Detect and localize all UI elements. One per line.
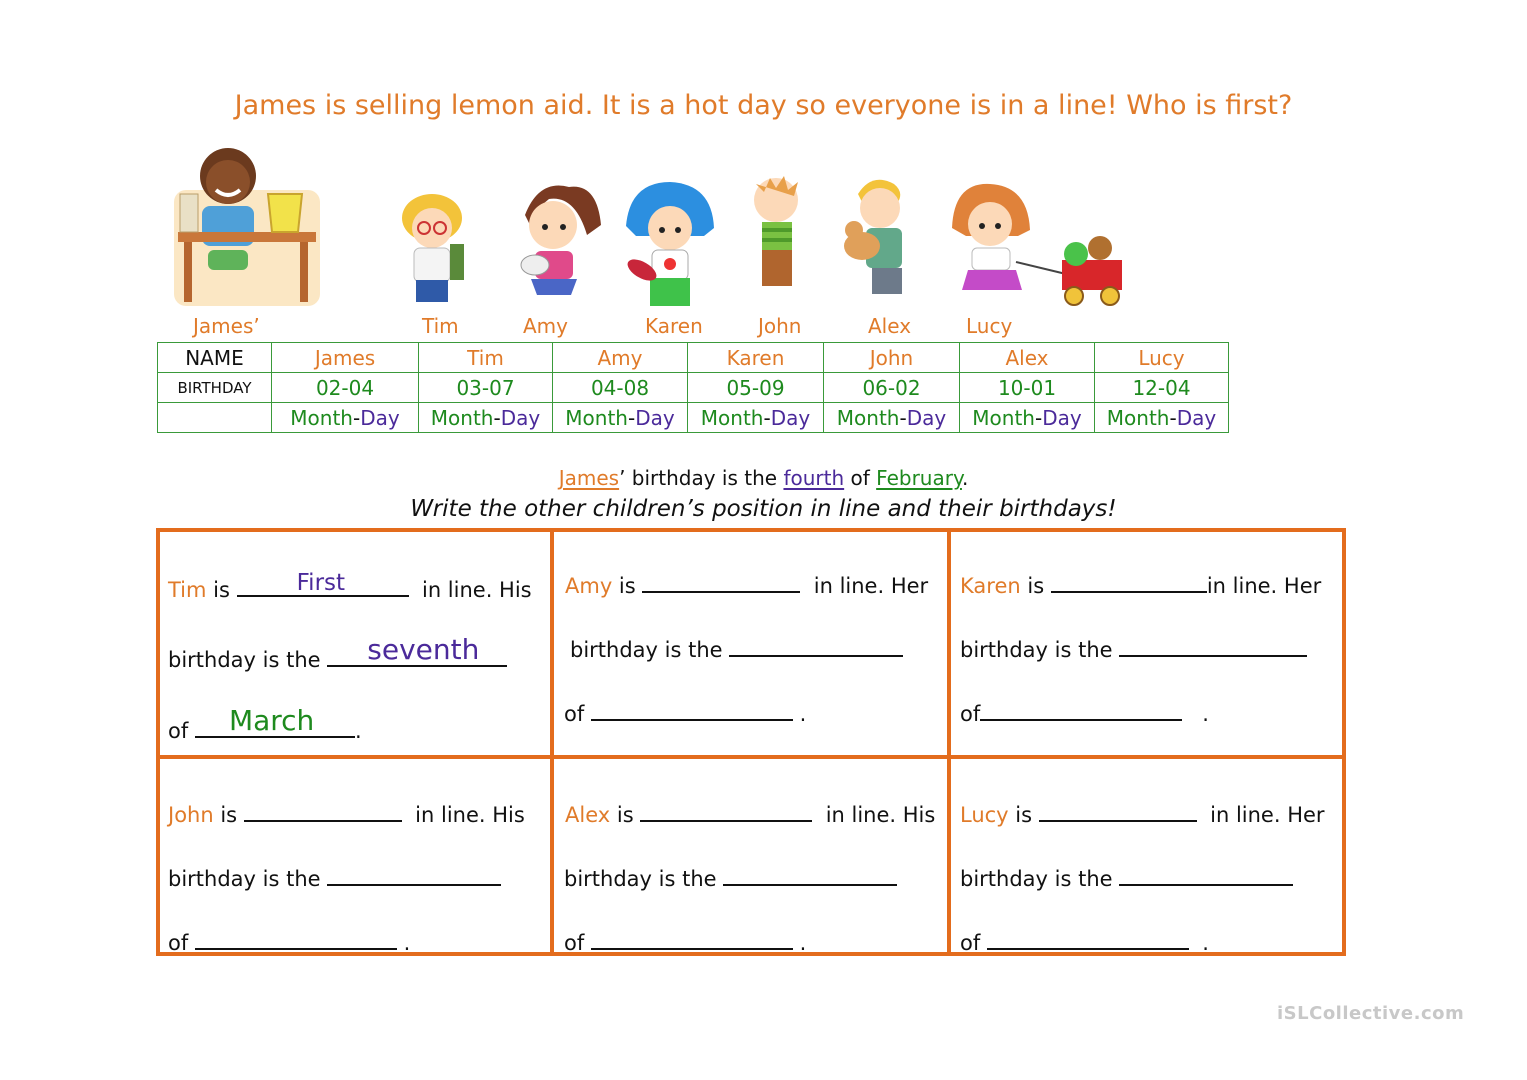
cell-text: is — [610, 803, 641, 827]
name-header: NAME — [158, 343, 272, 373]
table-row-dates — [158, 373, 1229, 403]
table-name-cell: Alex — [960, 343, 1095, 373]
caption-karen: Karen — [645, 314, 703, 338]
position-blank[interactable] — [244, 798, 402, 822]
month-blank[interactable] — [987, 926, 1189, 950]
filled-position: First — [296, 570, 346, 596]
month-blank[interactable] — [980, 697, 1182, 721]
table-name-cell: Tim — [419, 343, 553, 373]
position-blank[interactable] — [1051, 569, 1207, 593]
john-illustration — [736, 172, 816, 308]
grid-divider — [156, 755, 1346, 759]
cell-text: of — [168, 931, 189, 955]
amy-illustration — [505, 175, 607, 311]
position-blank[interactable] — [640, 798, 812, 822]
example-period: . — [961, 466, 969, 490]
filled-day: seventh — [367, 633, 480, 666]
cell-text: is — [612, 574, 643, 598]
cell-period: . — [799, 702, 807, 726]
cell-text: in line. Her — [813, 574, 929, 598]
cell-text: birthday is the — [570, 638, 723, 662]
example-name: James — [558, 466, 620, 490]
cell-name: Tim — [168, 578, 207, 602]
cell-text: in line. His — [421, 578, 532, 602]
table-name-cell: James — [272, 343, 419, 373]
table-name-cell: John — [824, 343, 960, 373]
example-sentence — [0, 466, 1527, 490]
month-blank[interactable] — [591, 926, 793, 950]
tim-illustration — [386, 188, 482, 312]
cell-name: Lucy — [960, 803, 1009, 827]
cell-period: . — [403, 931, 411, 955]
month-blank[interactable] — [195, 704, 355, 738]
day-blank[interactable] — [327, 862, 501, 886]
table-name-cell: Amy — [553, 343, 688, 373]
alex-illustration — [832, 172, 924, 306]
cell-name: Alex — [565, 803, 611, 827]
format-cell: Month-Day — [824, 403, 960, 433]
cell-text: of — [564, 931, 585, 955]
cell-period: . — [1202, 931, 1209, 955]
cell-text: birthday is the — [564, 867, 717, 891]
table-date-cell: 10-01 — [960, 373, 1095, 403]
cell-text: of — [168, 719, 189, 743]
table-row-names — [158, 343, 1229, 373]
table-name-cell: Karen — [688, 343, 824, 373]
cell-text: is — [206, 578, 237, 602]
cell-name: Amy — [565, 574, 613, 598]
filled-month: March — [228, 704, 315, 737]
table-date-cell: 03-07 — [419, 373, 553, 403]
day-blank[interactable] — [729, 633, 903, 657]
caption-amy: Amy — [523, 314, 568, 338]
karen-illustration — [620, 178, 718, 312]
cell-text: in line. His — [825, 803, 936, 827]
cell-name: Karen — [960, 574, 1021, 598]
table-date-cell: 02-04 — [272, 373, 419, 403]
caption-tim: Tim — [422, 314, 459, 338]
cell-text: of — [564, 702, 585, 726]
position-blank[interactable] — [1039, 798, 1197, 822]
table-name-cell: Lucy — [1095, 343, 1229, 373]
lucy-with-wagon-illustration — [944, 178, 1130, 312]
grid-divider — [550, 528, 554, 956]
position-blank[interactable] — [642, 569, 800, 593]
cell-text: is — [213, 803, 244, 827]
cell-name: John — [168, 803, 214, 827]
example-text: ’ birthday is the — [619, 466, 784, 490]
cell-text: birthday is the — [960, 867, 1113, 891]
caption-alex: Alex — [868, 314, 912, 338]
format-cell: Month-Day — [553, 403, 688, 433]
table-date-cell: 04-08 — [553, 373, 688, 403]
table-row-format — [158, 403, 1229, 433]
position-blank[interactable] — [237, 570, 409, 597]
cell-text: in line. Her — [1206, 574, 1322, 598]
cell-text: of — [960, 702, 981, 726]
cell-text: of — [960, 931, 981, 955]
table-date-cell: 06-02 — [824, 373, 960, 403]
example-month: February — [876, 466, 962, 490]
day-blank[interactable] — [1119, 862, 1293, 886]
example-ordinal: fourth — [783, 466, 845, 490]
worksheet-title: James is selling lemon aid. It is a hot day so everyone is in a line! Who is first? — [234, 90, 1293, 121]
birthday-header: BIRTHDAY — [158, 373, 272, 403]
day-blank[interactable] — [723, 862, 897, 886]
james-lemonade-stand-illustration — [172, 132, 322, 310]
format-cell: Month-Day — [272, 403, 419, 433]
cell-text: birthday is the — [168, 867, 321, 891]
format-cell: Month-Day — [688, 403, 824, 433]
cell-text: in line. Her — [1210, 803, 1325, 827]
cell-text: is — [1020, 574, 1051, 598]
format-cell: Month-Day — [960, 403, 1095, 433]
caption-lucy: Lucy — [966, 314, 1013, 338]
example-text: of — [844, 466, 877, 490]
cell-period: . — [1202, 702, 1209, 726]
day-blank[interactable] — [1119, 633, 1307, 657]
caption-john: John — [758, 314, 802, 338]
caption-james: James’ — [193, 314, 260, 338]
day-blank[interactable] — [327, 633, 507, 667]
cell-period: . — [799, 931, 807, 955]
month-blank[interactable] — [195, 926, 397, 950]
format-cell: Month-Day — [1095, 403, 1229, 433]
birthday-table — [157, 342, 1229, 433]
grid-divider — [947, 528, 951, 956]
cell-text: birthday is the — [960, 638, 1113, 662]
cell-period: . — [354, 719, 362, 743]
table-date-cell: 12-04 — [1095, 373, 1229, 403]
month-blank[interactable] — [591, 697, 793, 721]
table-date-cell: 05-09 — [688, 373, 824, 403]
instruction: Write the other children’s position in line and their birthdays! — [410, 496, 1117, 522]
cell-text: in line. His — [415, 803, 525, 827]
watermark: iSLCollective.com — [1277, 1003, 1465, 1024]
cell-text: birthday is the — [168, 648, 321, 672]
format-cell: Month-Day — [419, 403, 553, 433]
empty-cell — [158, 403, 272, 433]
cell-text: is — [1008, 803, 1039, 827]
